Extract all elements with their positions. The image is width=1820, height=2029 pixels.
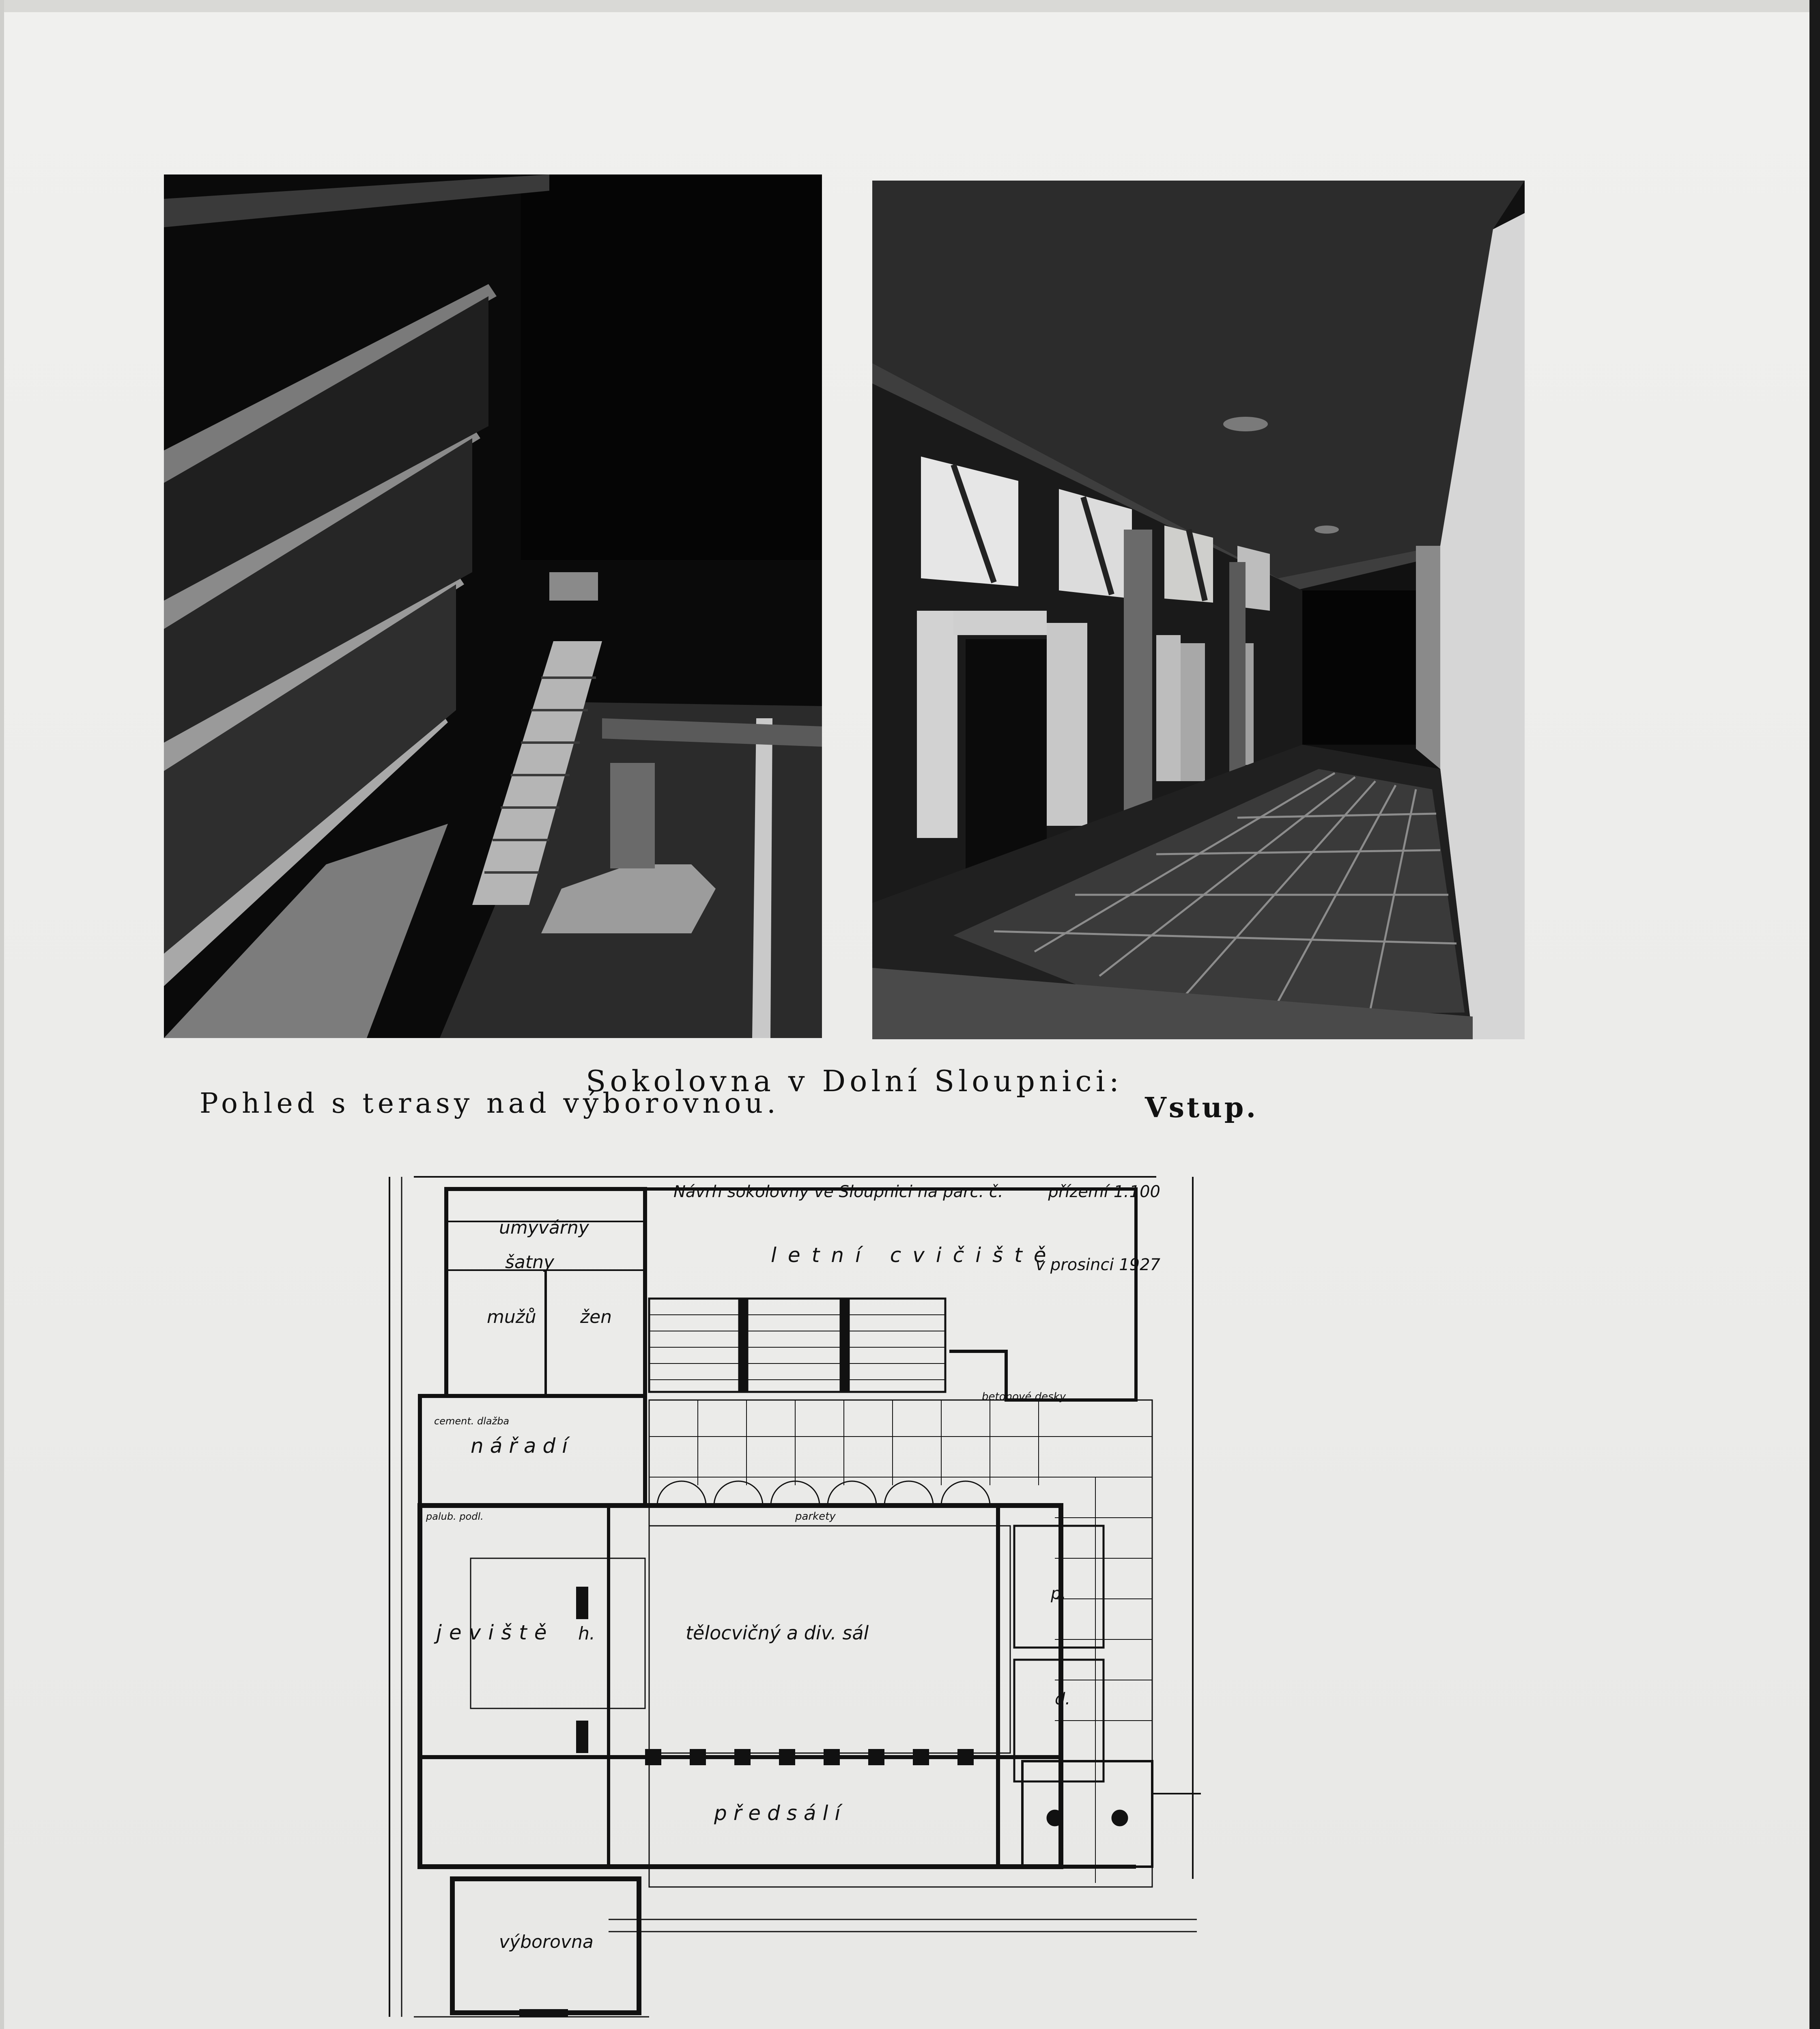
note-plank-floor: palub. podl. <box>426 1511 484 1522</box>
scan-edge-top <box>0 0 1820 12</box>
room-committee: výborovna <box>499 1932 594 1952</box>
plan-date: v prosinci 1927 <box>1035 1256 1160 1274</box>
room-women: žen <box>580 1307 612 1327</box>
room-hall: tělocvičný a div. sál <box>686 1622 869 1644</box>
plan-header: Návrh sokolovny ve Sloupnici na parc. č. <box>673 1183 1003 1201</box>
room-yard: letní cvičiště <box>771 1243 1058 1267</box>
floor-plan-drawing <box>365 1161 1290 2029</box>
note-p: p. <box>1051 1584 1067 1603</box>
room-stage: jeviště <box>436 1621 554 1644</box>
room-men: mužů <box>487 1307 536 1327</box>
main-caption: Sokolovna v Dolní Sloupnici: <box>586 1064 1123 1098</box>
note-parquet: parkety <box>795 1510 836 1523</box>
plan-scale: přízemí 1:100 <box>1048 1183 1160 1201</box>
left-photo-caption: Pohled s terasy nad výborovnou. <box>200 1088 780 1120</box>
room-changing: šatny <box>505 1252 555 1273</box>
note-d: d. <box>1055 1690 1071 1708</box>
entrance-photo <box>872 181 1525 1039</box>
terrace-view-photo <box>164 174 822 1038</box>
scan-edge-left <box>0 0 4 2029</box>
room-washroom: umyvárny <box>499 1217 589 1238</box>
note-cement-floor: cement. dlažba <box>434 1415 510 1427</box>
scan-edge-right <box>1809 0 1820 2029</box>
right-photo-caption: Vstup. <box>1145 1092 1259 1124</box>
note-concrete-slabs: betonové desky <box>982 1391 1066 1403</box>
room-foyer: předsálí <box>714 1801 847 1825</box>
room-equipment: nářadí <box>471 1434 574 1458</box>
stage-letter: h. <box>578 1623 595 1644</box>
